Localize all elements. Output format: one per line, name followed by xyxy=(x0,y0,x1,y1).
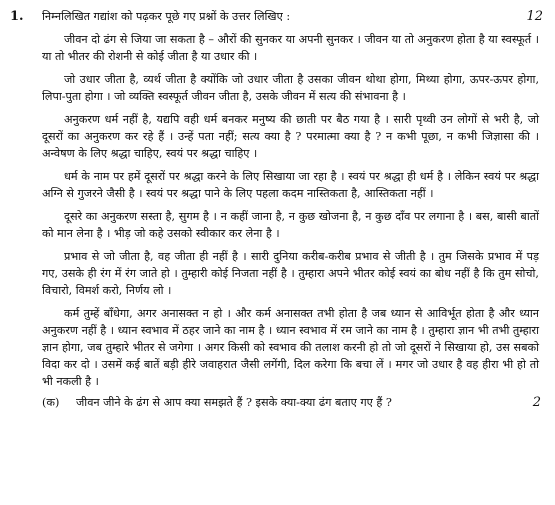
passage xyxy=(42,31,545,390)
question-number: 1. xyxy=(10,9,24,24)
passage-paragraph: दूसरे का अनुकरण सस्ता है, सुगम है । न कहीं जाना है, न कुछ खोजना है, न कुछ दाँव पर लगाना है । बस, बासी बातों को मान लेना है । भीड़ जो कहे उसको स्वीकार कर लेना है । xyxy=(42,210,539,240)
subquestion-text: जीवन जीने के ढंग से आप क्या समझते हैं ? इसके क्या-क्या ढंग बताए गए हैं ? xyxy=(76,396,392,409)
passage-paragraph: कर्म तुम्हें बाँधेगा, अगर अनासक्त न हो । और कर्म अनासक्त तभी होता है जब ध्यान से आविर्भूत होता है और ध्यान अनुकरण नहीं है । ध्यान स्वभाव में ठहर जाने का नाम है । ध्यान स्वभाव में रम जाने का नाम है । तुम्हारा ज्ञान भी तभी तुम्हारा ज्ञान होगा, जब तुम्हारे भीतर से जगेगा । अगर किसी को स्वभाव की तलाश करनी हो तो जो दूसरों ने सिखाया हो, उस सबको विदा कर दो । उसमें कई बातें बड़ी हीरे जवाहरात जैसी लगेंगी, दिल करेगा कि बचा लें । मगर जो उधार है वह हीरा भी हो तो भी नकली है । xyxy=(42,307,539,388)
passage-paragraph: प्रभाव से जो जीता है, वह जीता ही नहीं है । सारी दुनिया करीब-करीब प्रभाव से जीती है । तुम जिसके प्रभाव में पड़ गए, उसके ही रंग में रंग जाते हो । तुम्हारी कोई निजता नहीं है । तुम्हारा अपने भीतर कोई स्वयं का बोध नहीं है कि तुम सोचो, विचारो, विमर्श करो, निर्णय लो । xyxy=(42,250,539,297)
subquestion-marks: 2 xyxy=(532,395,541,410)
question-marks: 12 xyxy=(526,9,543,24)
passage-paragraph: अनुकरण धर्म नहीं है, यद्यपि वही धर्म बनकर मनुष्य की छाती पर बैठ गया है । सारी पृथ्वी उन लोगों से भरी है, जो दूसरों का अनुकरण कर रहे हैं । उन्हें पता नहीं; सत्य क्या है ? परमात्मा क्या है ? न कभी पूछा, न कभी जिज्ञासा की । अन्वेषण के लिए श्रद्धा चाहिए, स्वयं पर श्रद्धा चाहिए । xyxy=(42,113,539,160)
question-header xyxy=(8,8,545,411)
question-instruction: निम्नलिखित गद्यांश को पढ़कर पूछे गए प्रश्नों के उत्तर लिखिए : xyxy=(42,10,291,23)
subquestion xyxy=(42,394,545,411)
passage-paragraph: जीवन दो ढंग से जिया जा सकता है – औरों की सुनकर या अपनी सुनकर । जीवन या तो अनुकरण होता है या स्वस्फूर्त । या तो भीतर की रोशनी से कोई जीता है या उधार की । xyxy=(42,33,539,63)
subquestion-label: (क) xyxy=(42,396,60,409)
passage-paragraph: धर्म के नाम पर हमें दूसरों पर श्रद्धा करने के लिए सिखाया जा रहा है । स्वयं पर श्रद्धा ही धर्म है । लेकिन स्वयं पर श्रद्धा अग्नि से गुजरने जैसी है । स्वयं पर श्रद्धा पाने के लिए पहला कदम नास्तिकता है, आस्तिकता नहीं । xyxy=(42,170,539,200)
passage-paragraph: जो उधार जीता है, व्यर्थ जीता है क्योंकि जो उधार जीता है उसका जीवन थोथा होगा, मिथ्या होगा, ऊपर-ऊपर होगा, लिपा-पुता होगा । जो व्यक्ति स्वस्फूर्त जीवन जीता है, उसके जीवन में सत्य की संभावना है । xyxy=(42,73,539,103)
